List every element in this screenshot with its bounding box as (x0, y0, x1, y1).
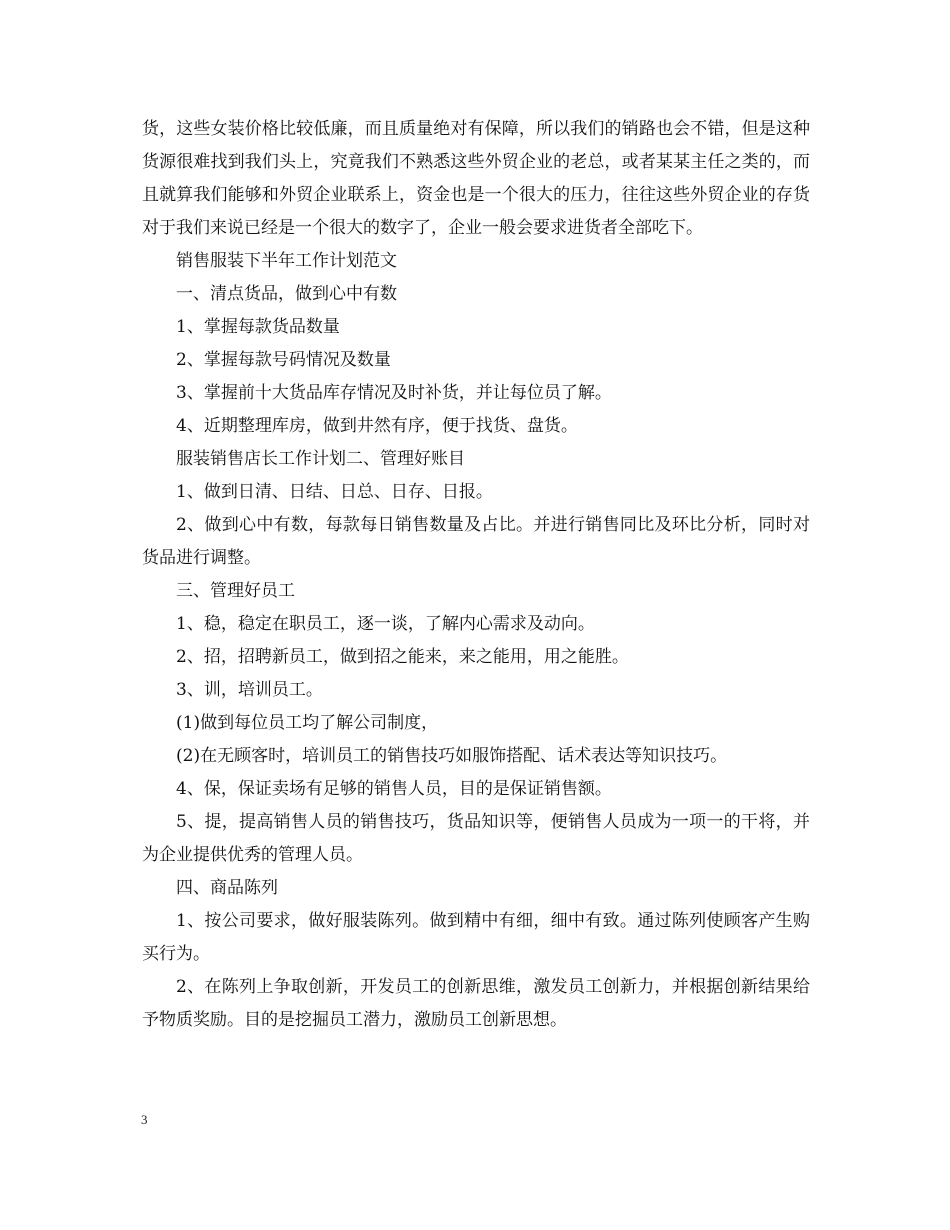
paragraph-1: 货，这些女装价格比较低廉，而且质量绝对有保障，所以我们的销路也会不错，但是这种货源很难找到我们头上，究竟我们不熟悉这些外贸企业的老总，或者某某主任之类的，而且就算我们能够和外贸企业联系上，资金也是一个很大的压力，往往这些外贸企业的存货对于我们来说已经是一个很大的数字了，企业一般会要求进货者全部吃下。 (142, 119, 810, 238)
paragraph-4: 1、掌握每款货品数量 (176, 317, 340, 337)
paragraph-13: 2、招，招聘新员工，做到招之能来，来之能用，用之能胜。 (176, 647, 629, 667)
page-number: 3 (141, 1112, 148, 1127)
paragraph-20: 1、按公司要求，做好服装陈列。做到精中有细，细中有致。通过陈列使顾客产生购买行为。 (142, 911, 810, 964)
paragraph-7: 4、近期整理库房，做到井然有序，便于找货、盘货。 (176, 416, 578, 436)
paragraph-18: 5、提，提高销售人员的销售技巧，货品知识等，便销售人员成为一项一的干将，并为企业提供优秀的管理人员。 (142, 812, 810, 865)
paragraph-15: (1)做到每位员工均了解公司制度， (176, 713, 439, 733)
paragraph-6: 3、掌握前十大货品库存情况及时补货，并让每位员了解。 (176, 383, 612, 403)
paragraph-10: 2、做到心中有数，每款每日销售数量及占比。并进行销售同比及环比分析，同时对货品进行调整。 (142, 515, 810, 568)
paragraph-17: 4、保，保证卖场有足够的销售人员，目的是保证销售额。 (176, 779, 612, 799)
paragraph-12: 1、稳，稳定在职员工，逐一谈，了解内心需求及动向。 (176, 614, 595, 634)
paragraph-5: 2、掌握每款号码情况及数量 (176, 350, 391, 370)
paragraph-16: (2)在无顾客时，培训员工的销售技巧如服饰搭配、话术表达等知识技巧。 (176, 746, 728, 766)
document-body (142, 113, 810, 1037)
paragraph-21: 2、在陈列上争取创新，开发员工的创新思维，激发员工创新力，并根据创新结果给予物质奖励。目的是挖掘员工潜力，激励员工创新思想。 (142, 977, 810, 1030)
paragraph-14: 3、训，培训员工。 (176, 680, 323, 700)
paragraph-19: 四、商品陈列 (176, 878, 278, 898)
paragraph-8: 服装销售店长工作计划二、管理好账目 (176, 449, 465, 469)
paragraph-2: 销售服装下半年工作计划范文 (176, 251, 397, 271)
paragraph-3: 一、清点货品，做到心中有数 (176, 284, 397, 304)
paragraph-11: 三、管理好员工 (176, 581, 295, 601)
paragraph-9: 1、做到日清、日结、日总、日存、日报。 (176, 482, 493, 502)
